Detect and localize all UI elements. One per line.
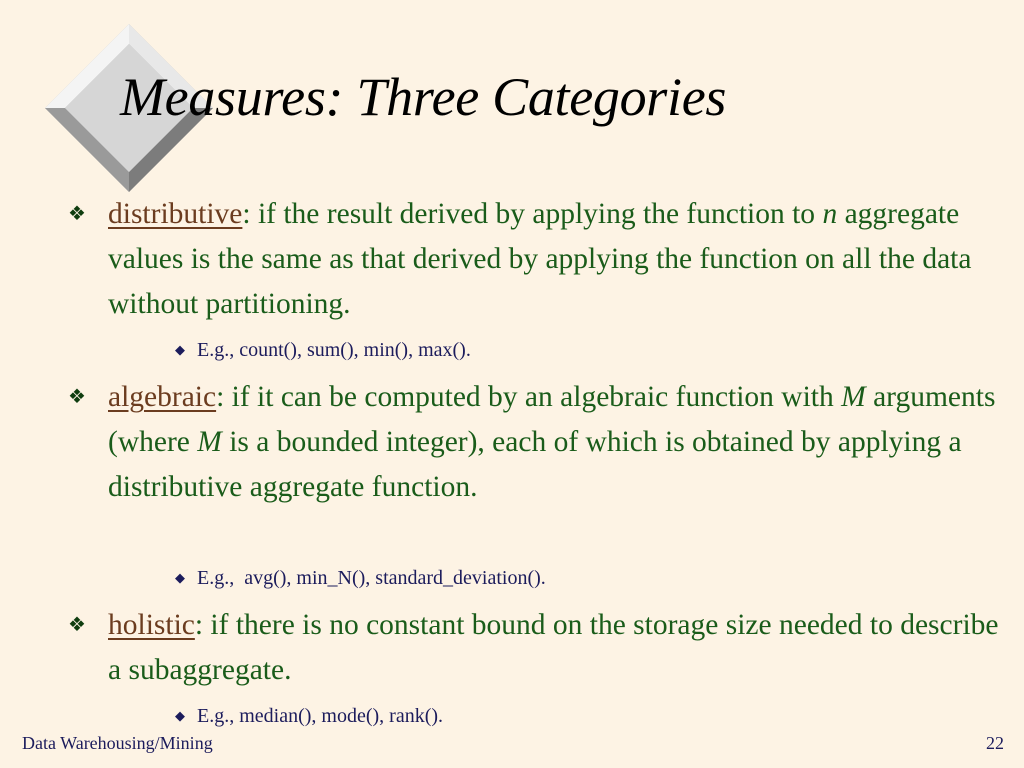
bullet-text-part: is a bounded integer), each of which is obtained by applying a distributive aggregate function. [108,426,962,503]
bullet-text [108,192,1008,327]
term-distributive: distributive [108,198,243,230]
bullet-text-part: aggregate values is the same as that derived by applying the function on all the data without partitioning. [108,198,972,320]
bullet-text [108,603,1008,693]
bullet-marker-icon: ❖ [68,203,86,225]
variable-n: n [822,198,838,230]
example-algebraic [175,565,546,591]
diamond-bullet-icon: ◆ [175,570,185,585]
bullet-text-part: arguments (where [108,381,996,458]
bullet-algebraic [68,375,1008,555]
term-holistic: holistic [108,609,195,641]
diamond-bullet-icon: ◆ [175,342,185,357]
bullet-marker-icon: ❖ [68,614,86,636]
variable-m: M [197,426,222,458]
page-number: 22 [986,733,1004,753]
example-text: E.g., count(), sum(), min(), max(). [197,339,471,361]
example-text: E.g., median(), mode(), rank(). [197,705,444,727]
bullet-text-part: : if there is no constant bound on the storage size needed to describe a subaggregate. [108,609,999,686]
example-holistic [175,703,443,729]
diamond-bullet-icon: ◆ [175,708,185,723]
bullet-text-part: : if the result derived by applying the function to [242,198,823,230]
variable-m: M [841,381,866,413]
bullet-holistic [68,603,1008,693]
bullet-distributive [68,192,1008,328]
example-text: E.g., avg(), min_N(), standard_deviation(). [197,567,546,589]
bullet-text [108,375,1008,510]
example-distributive [175,337,471,363]
slide-title: Measures: Three Categories [120,67,727,127]
bullet-marker-icon: ❖ [68,386,86,408]
term-algebraic: algebraic [108,381,217,413]
footer-course-title: Data Warehousing/Mining [22,733,213,753]
bullet-text-part: : if it can be computed by an algebraic function with [216,381,842,413]
